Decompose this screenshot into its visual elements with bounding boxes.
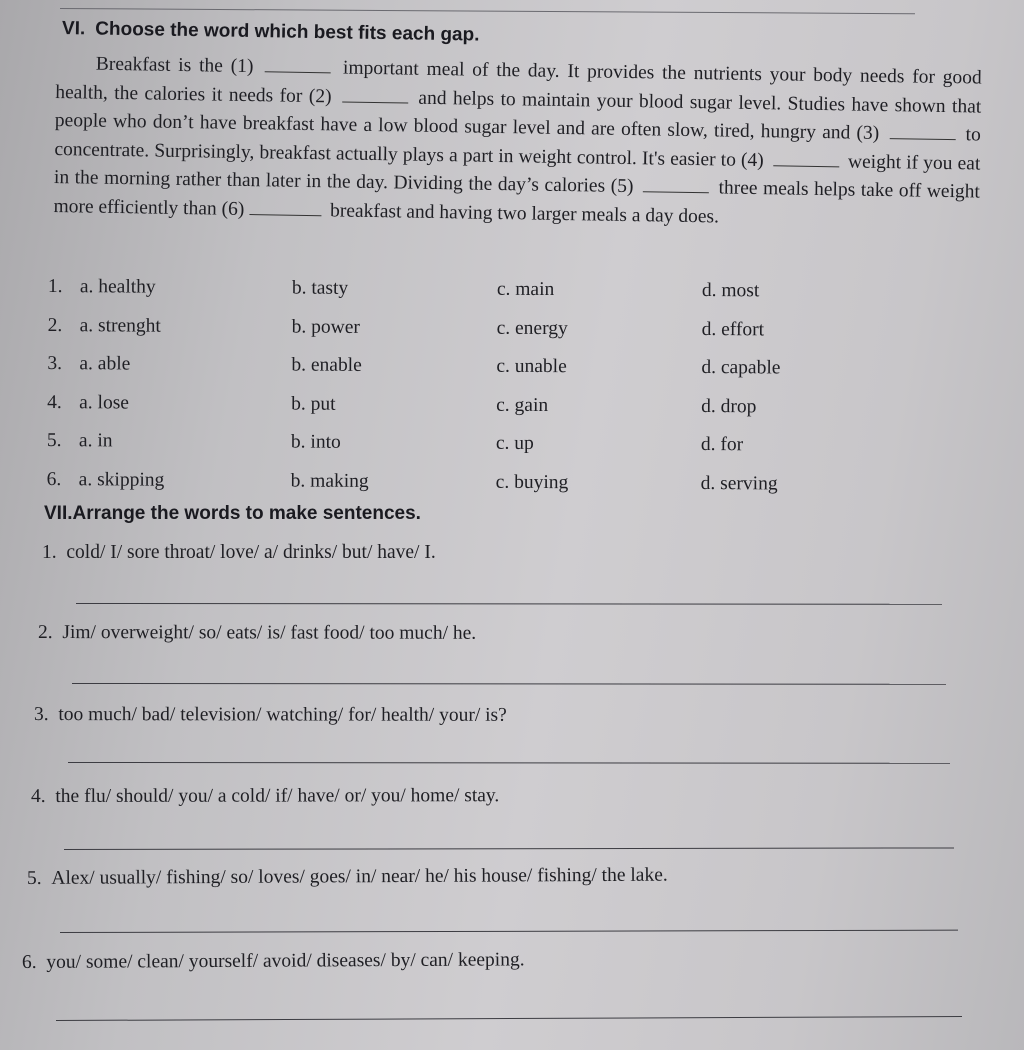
option-a: a. in	[78, 430, 113, 452]
section-7-title: Arrange the words to make sentences.	[72, 503, 421, 524]
option-b: b. into	[290, 431, 341, 454]
section-6-title: Choose the word which best fits each gap.	[95, 18, 480, 46]
option-c: c. buying	[495, 471, 569, 493]
item-number: 2.	[37, 622, 53, 644]
option-b: b. making	[290, 470, 369, 492]
question-number: 3.	[47, 353, 63, 375]
option-a: a. skipping	[78, 468, 165, 491]
option-a: a. able	[79, 353, 131, 375]
item-words: Jim/ overweight/ so/ eats/ is/ fast food/ too much/ he.	[62, 622, 477, 644]
option-d: d. for	[700, 434, 744, 456]
passage-part-3: and helps to maintain your blood sugar level. Studies have shown that people who don’t have breakfast have a low blood sugar level and are often slow, tired, hungry and (3)	[54, 87, 982, 144]
option-c: c. up	[495, 432, 534, 455]
item-number: 1.	[42, 542, 57, 563]
item-number: 3.	[33, 704, 49, 726]
passage-part-4: to concentrate. Surprisingly, breakfast actually plays a part in weight control. It's easier to (4)	[54, 124, 981, 171]
answer-line[interactable]	[76, 603, 942, 605]
section-6-number: VI.	[61, 18, 86, 40]
option-b: b. power	[291, 316, 360, 338]
passage-part-1: Breakfast is the (1)	[95, 53, 254, 78]
option-b: b. enable	[291, 354, 362, 377]
item-words: you/ some/ clean/ yourself/ avoid/ diseases/ by/ can/ keeping.	[46, 949, 525, 973]
option-a: a. lose	[79, 391, 130, 414]
answer-line[interactable]	[72, 683, 946, 685]
question-number: 4.	[47, 391, 62, 413]
question-number: 1.	[47, 276, 63, 298]
question-number: 6.	[46, 468, 62, 490]
option-b: b. put	[291, 393, 336, 415]
option-a: a. strenght	[79, 314, 161, 337]
arrange-item	[27, 865, 668, 890]
question-number: 5.	[46, 430, 62, 452]
arrange-item	[38, 622, 476, 645]
answer-line[interactable]	[64, 847, 954, 850]
item-words: too much/ bad/ television/ watching/ for/ health/ your/ is?	[58, 704, 507, 726]
option-a: a. healthy	[79, 276, 156, 298]
passage-part-5: weight if you eat in the morning rather than later in the day. Dividing the day’s calories (5)	[53, 150, 981, 198]
answer-line[interactable]	[60, 930, 958, 933]
option-c: c. energy	[496, 317, 568, 339]
answer-line[interactable]	[68, 762, 950, 764]
option-d: d. most	[701, 280, 760, 302]
question-number: 2.	[47, 314, 63, 336]
item-words: the flu/ should/ you/ a cold/ if/ have/ or/ you/ home/ stay.	[55, 785, 500, 807]
arrange-item	[31, 785, 499, 808]
option-d: d. drop	[701, 395, 757, 418]
arrange-item	[22, 949, 525, 974]
option-d: d. serving	[700, 472, 778, 495]
item-number: 4.	[30, 785, 46, 807]
item-words: Alex/ usually/ fishing/ so/ loves/ goes/ in/ near/ he/ his house/ fishing/ the lake.	[51, 864, 668, 889]
option-c: c. main	[496, 278, 555, 301]
option-d: d. effort	[701, 318, 765, 341]
section-7-number: VII.	[44, 503, 73, 524]
arrange-item	[42, 542, 436, 564]
item-words: cold/ I/ sore throat/ love/ a/ drinks/ but/ have/ I.	[66, 542, 436, 563]
item-number: 6.	[21, 951, 37, 973]
arrange-item	[34, 704, 507, 727]
option-d: d. capable	[701, 357, 781, 379]
option-c: c. unable	[496, 355, 567, 378]
option-b: b. tasty	[291, 277, 349, 300]
option-c: c. gain	[496, 394, 549, 416]
answer-line[interactable]	[56, 1016, 962, 1021]
item-number: 5.	[26, 867, 42, 889]
passage-part-7: breakfast and having two larger meals a day does.	[329, 199, 720, 227]
passage-part-6: three meals helps take off weight more efficiently than (6)	[53, 177, 981, 220]
passage-part-2: important meal of the day. It provides the nutrients your body needs for good health, the calories it needs for (2)	[55, 57, 982, 107]
